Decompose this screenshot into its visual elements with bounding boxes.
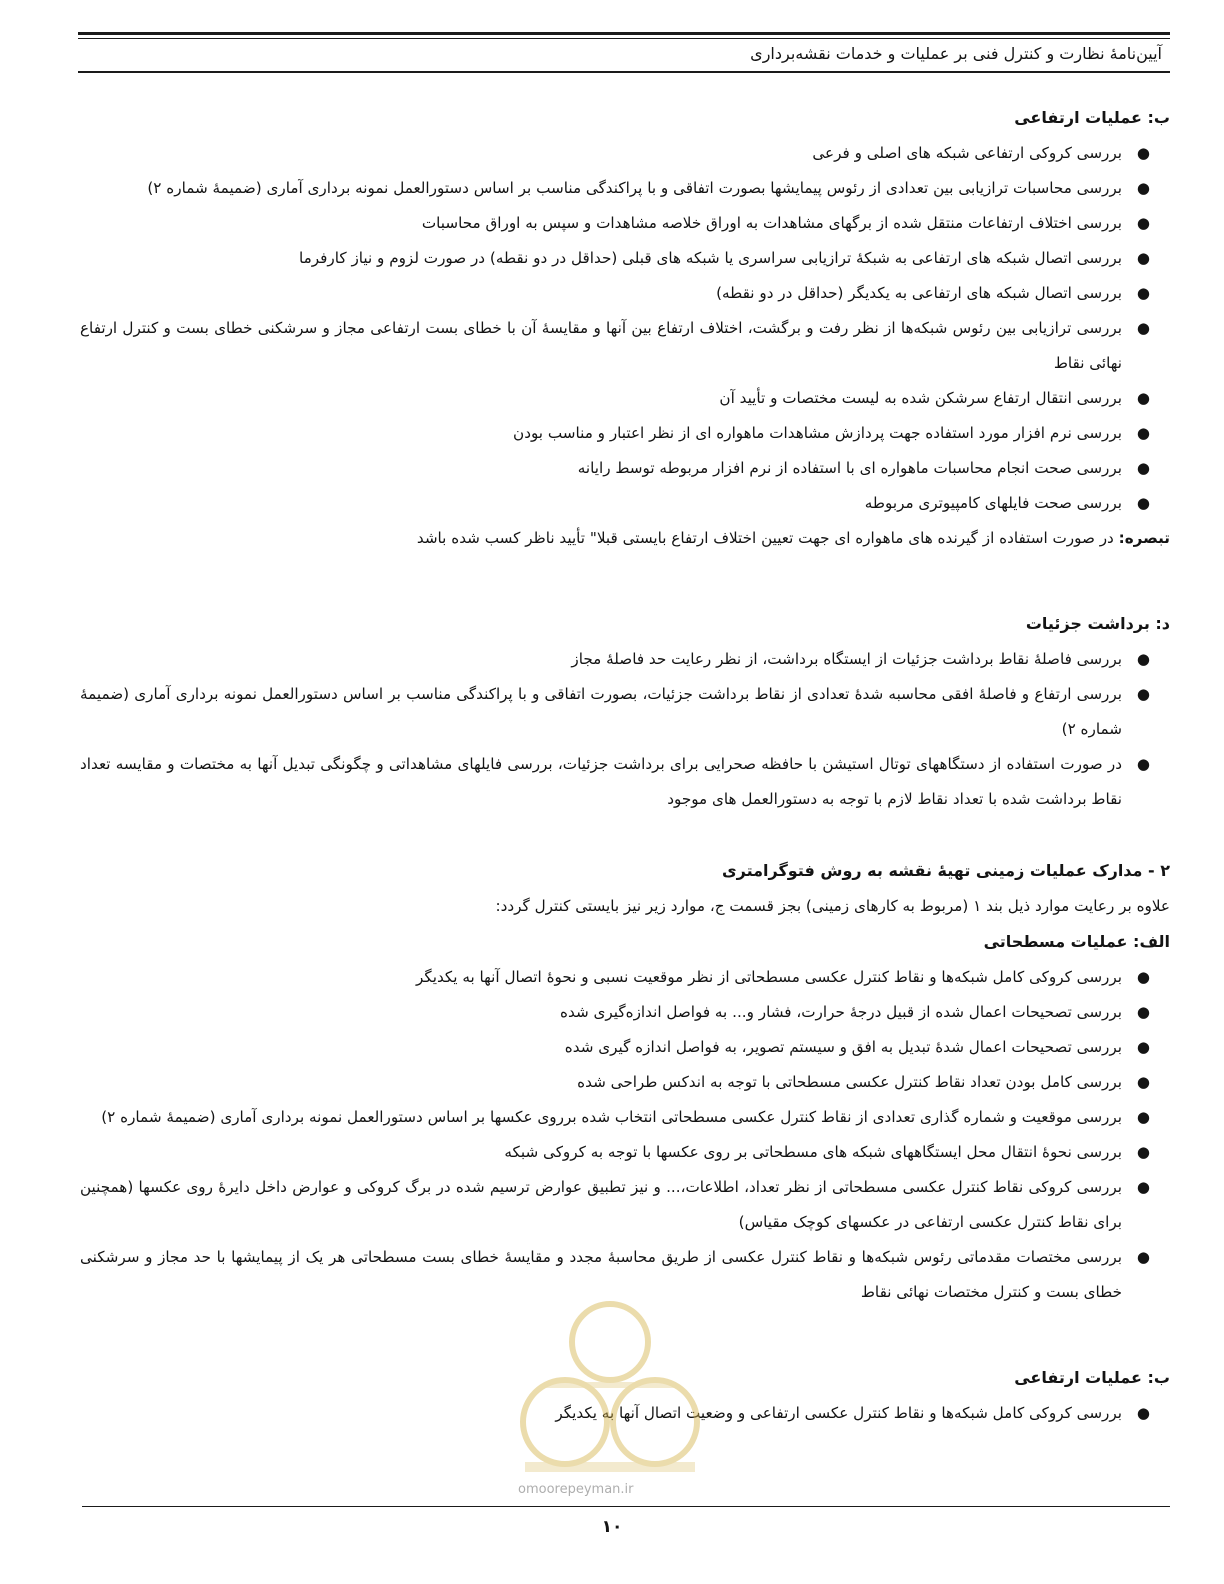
section-heading: ۲ - مدارک عملیات زمینی تهیهٔ نقشه به روش فتوگرامتری: [721, 861, 1170, 880]
watermark-logo-icon: [505, 1272, 715, 1502]
bullet-icon: ●: [1136, 1108, 1150, 1126]
section-elevation-ops: [80, 100, 1170, 556]
list-item: ● بررسی نرم افزار مورد استفاده جهت پردازش مشاهدات ماهواره ای از نظر اعتبار و مناسب بودن: [80, 416, 1170, 451]
bullet-list: [80, 136, 1170, 521]
subsection-heading: الف: عملیات مسطحاتی: [983, 932, 1170, 951]
section-heading: ب: عملیات ارتفاعی: [1014, 1368, 1170, 1387]
list-item: ● بررسی اختلاف ارتفاعات منتقل شده از برگهای مشاهدات به اوراق خلاصه مشاهدات و سپس به اوراق محاسبات: [80, 206, 1170, 241]
list-item: ● بررسی صحت فایلهای کامپیوتری مربوطه: [80, 486, 1170, 521]
bullet-icon: ●: [1136, 494, 1150, 512]
bullet-icon: ●: [1136, 755, 1150, 773]
watermark-site-text: omoorepeyman.ir: [518, 1482, 634, 1497]
page-body: [80, 100, 1170, 1431]
list-item: ● بررسی کامل بودن تعداد نقاط کنترل عکسی مسطحاتی با توجه به اندکس طراحی شده: [80, 1065, 1170, 1100]
bullet-icon: ●: [1136, 1073, 1150, 1091]
bullet-icon: ●: [1136, 144, 1150, 162]
note-text: در صورت استفاده از گیرنده های ماهواره ای جهت تعیین اختلاف ارتفاع بایستی قبلا" تأیید ناظر کسب شده باشد: [416, 529, 1119, 547]
list-item: ● بررسی کروکی نقاط کنترل عکسی مسطحاتی از نظر تعداد، اطلاعات،... و نیز تطبیق عوارض ترسیم شده در برگ کروکی و عوارض داخل دایرهٔ روی عکسها (همچنین برای نقاط کنترل عکسی ارتفاعی در عکسهای کوچک مقیاس): [80, 1170, 1170, 1240]
bullet-icon: ●: [1136, 650, 1150, 668]
section-intro: علاوه بر رعایت موارد ذیل بند ۱ (مربوط به کارهای زمینی) بجز قسمت ج، موارد زیر نیز بایستی کنترل گردد:: [495, 897, 1170, 915]
page-number: ۱۰: [601, 1517, 623, 1537]
running-header-title: آیین‌نامهٔ نظارت و کنترل فنی بر عملیات و خدمات نقشه‌برداری: [750, 44, 1162, 63]
list-item: ● بررسی مختصات مقدماتی رئوس شبکه‌ها و نقاط کنترل عکسی از طریق محاسبهٔ مجدد و مقایسهٔ خطای بست مسطحاتی هر یک از پیمایشها با حد مجاز و سرشکنی خطای بست و کنترل مختصات نهائی نقاط: [80, 1240, 1170, 1310]
bullet-icon: ●: [1136, 459, 1150, 477]
bullet-list: [80, 642, 1170, 817]
bullet-icon: ●: [1136, 1003, 1150, 1021]
list-item: ● بررسی تصحیحات اعمال شده از قبیل درجهٔ حرارت، فشار و... به فواصل اندازه‌گیری شده: [80, 995, 1170, 1030]
header-top-rule: [78, 32, 1170, 35]
header-bottom-rule: [78, 71, 1170, 73]
list-item: ● در صورت استفاده از دستگاههای توتال استیشن با حافظه صحرایی برای برداشت جزئیات، بررسی فایلهای مشاهداتی و چگونگی تبدیل آنها به مختصات و مقایسه تعداد نقاط برداشت شده با تعداد نقاط لازم با توجه به دستورالعمل های موجود: [80, 747, 1170, 817]
footer-rule: [82, 1506, 1170, 1507]
bullet-icon: ●: [1136, 1404, 1150, 1422]
bullet-icon: ●: [1136, 968, 1150, 986]
bullet-icon: ●: [1136, 284, 1150, 302]
bullet-icon: ●: [1136, 1178, 1150, 1196]
note-paragraph: [80, 521, 1170, 556]
bullet-icon: ●: [1136, 1143, 1150, 1161]
bullet-icon: ●: [1136, 249, 1150, 267]
list-item: ● بررسی ترازیابی بین رئوس شبکه‌ها از نظر رفت و برگشت، اختلاف ارتفاع بین آنها و مقایسهٔ آن با خطای بست ارتفاعی مجاز و سرشکنی خطای بست و کنترل ارتفاع نهائی نقاط: [80, 311, 1170, 381]
section-detail-survey: [80, 606, 1170, 817]
list-item: ● بررسی فاصلهٔ نقاط برداشت جزئیات از ایستگاه برداشت، از نظر رعایت حد فاصلهٔ مجاز: [80, 642, 1170, 677]
bullet-icon: ●: [1136, 1248, 1150, 1266]
header-top-thin-rule: [78, 38, 1170, 39]
bullet-icon: ●: [1136, 1038, 1150, 1056]
bullet-icon: ●: [1136, 319, 1150, 337]
bullet-icon: ●: [1136, 389, 1150, 407]
list-item: ● بررسی موقعیت و شماره گذاری تعدادی از نقاط کنترل عکسی مسطحاتی انتخاب شده برروی عکسها بر اساس دستورالعمل نمونه برداری آماری (ضمیمهٔ شماره ۲): [80, 1100, 1170, 1135]
list-item: ● بررسی انتقال ارتفاع سرشکن شده به لیست مختصات و تأیید آن: [80, 381, 1170, 416]
list-item: ● بررسی اتصال شبکه های ارتفاعی به یکدیگر (حداقل در دو نقطه): [80, 276, 1170, 311]
section-heading: ب: عملیات ارتفاعی: [1014, 108, 1170, 127]
list-item: ● بررسی تصحیحات اعمال شدهٔ تبدیل به افق و سیستم تصویر، به فواصل اندازه گیری شده: [80, 1030, 1170, 1065]
list-item: ● بررسی کروکی کامل شبکه‌ها و نقاط کنترل عکسی مسطحاتی از نظر موقعیت نسبی و نحوهٔ اتصال آنها به یکدیگر: [80, 960, 1170, 995]
list-item: ● بررسی ارتفاع و فاصلهٔ افقی محاسبه شدهٔ تعدادی از نقاط برداشت جزئیات، بصورت اتفاقی و با پراکندگی مناسب بر اساس دستورالعمل نمونه برداری آماری (ضمیمهٔ شماره ۲): [80, 677, 1170, 747]
bullet-list: [80, 960, 1170, 1310]
list-item: ● بررسی کروکی ارتفاعی شبکه های اصلی و فرعی: [80, 136, 1170, 171]
bullet-icon: ●: [1136, 685, 1150, 703]
bullet-icon: ●: [1136, 214, 1150, 232]
list-item: ● بررسی کروکی کامل شبکه‌ها و نقاط کنترل عکسی ارتفاعی و وضعیت اتصال آنها به یکدیگر: [80, 1396, 1170, 1431]
bullet-icon: ●: [1136, 424, 1150, 442]
note-label: تبصره:: [1118, 529, 1170, 547]
bullet-icon: ●: [1136, 179, 1150, 197]
section-heading: د: برداشت جزئیات: [1025, 614, 1170, 633]
list-item: ● بررسی محاسبات ترازیابی بین تعدادی از رئوس پیمایشها بصورت اتفاقی و با پراکندگی مناسب بر اساس دستورالعمل نمونه برداری آماری (ضمیمهٔ شماره ۲): [80, 171, 1170, 206]
list-item: ● بررسی نحوهٔ انتقال محل ایستگاههای شبکه های مسطحاتی بر روی عکسها با توجه به کروکی شبکه: [80, 1135, 1170, 1170]
list-item: ● بررسی اتصال شبکه های ارتفاعی به شبکهٔ ترازیابی سراسری یا شبکه های قبلی (حداقل در دو نقطه) در صورت لزوم و نیاز کارفرما: [80, 241, 1170, 276]
section-photogrammetry-ground: [80, 853, 1170, 1310]
list-item: ● بررسی صحت انجام محاسبات ماهواره ای با استفاده از نرم افزار مربوطه توسط رایانه: [80, 451, 1170, 486]
